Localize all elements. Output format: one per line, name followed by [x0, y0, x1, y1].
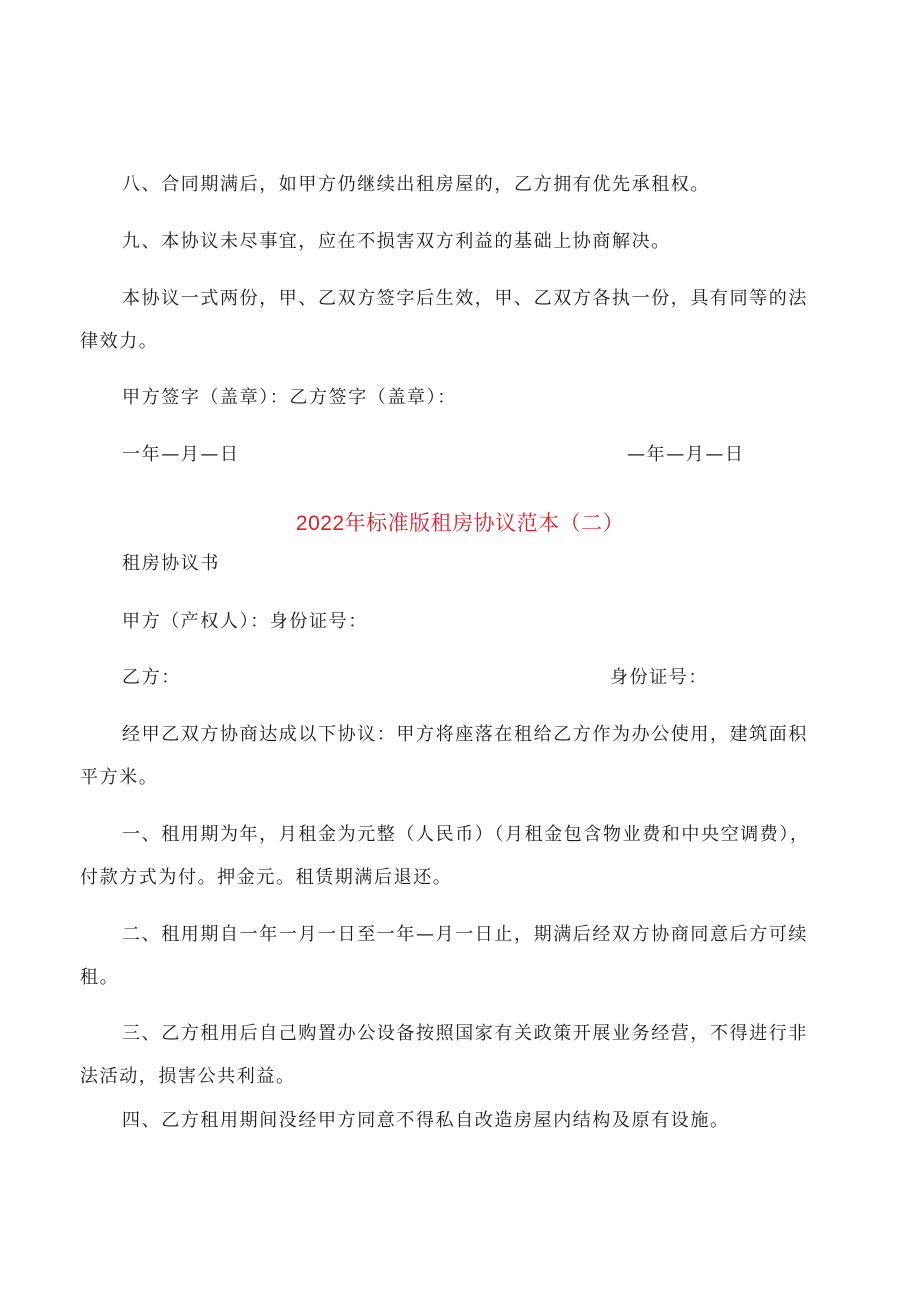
clause-1-line-1: 一、租用期为年，月租金为元整（人民币）（月租金包含物业费和中央空调费）， — [122, 824, 810, 845]
party-a-line: 甲方（产权人）：身份证号： — [122, 611, 368, 632]
copies-line-1: 本协议一式两份，甲、乙双方签字后生效，甲、乙双方各执一份，具有同等的法 — [122, 288, 808, 309]
clause-1-line-2: 付款方式为付。押金元。租赁期满后退还。 — [80, 867, 453, 888]
date-left: 一年—月—日 — [122, 444, 240, 465]
intro-line-1: 经甲乙双方协商达成以下协议：甲方将座落在租给乙方作为办公使用，建筑面积 — [122, 724, 808, 745]
clause-2-line-2: 租。 — [80, 967, 120, 988]
section-heading: 2022年标准版租房协议范本（二） — [295, 512, 625, 535]
copies-line-2: 律效力。 — [80, 331, 159, 352]
clause-4: 四、乙方租用期间没经甲方同意不得私自改造房屋内结构及原有设施。 — [122, 1110, 730, 1131]
clause-8: 八、合同期满后，如甲方仍继续出租房屋的，乙方拥有优先承租权。 — [122, 174, 710, 195]
date-right: —年—月—日 — [627, 444, 745, 465]
document-title: 租房协议书 — [122, 553, 220, 574]
clause-3-line-1: 三、乙方租用后自己购置办公设备按照国家有关政策开展业务经营，不得进行非 — [122, 1023, 808, 1044]
intro-line-2: 平方米。 — [80, 767, 159, 788]
signature-line: 甲方签字（盖章）：乙方签字（盖章）： — [122, 387, 457, 408]
party-b-id: 身份证号： — [610, 667, 708, 688]
clause-2-line-1: 二、租用期自一年一月一日至一年—月一日止，期满后经双方协商同意后方可续 — [122, 924, 808, 945]
clause-3-line-2: 法活动，损害公共利益。 — [80, 1066, 296, 1087]
clause-9: 九、本协议未尽事宜，应在不损害双方利益的基础上协商解决。 — [122, 231, 671, 252]
party-b-label: 乙方： — [122, 667, 181, 688]
